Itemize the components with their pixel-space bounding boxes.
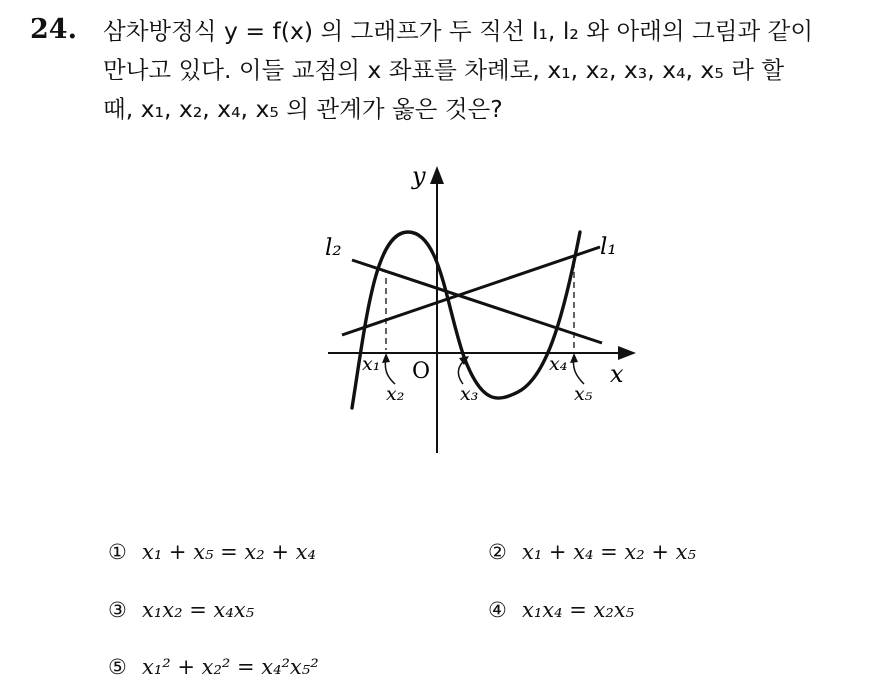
- y-axis-arrowhead: [430, 166, 444, 184]
- point-label-x1: x₁: [362, 353, 381, 375]
- point-label-x5: x₅: [574, 383, 593, 405]
- choice-5-text: x₁² + x₂² = x₄²x₅²: [142, 655, 319, 679]
- arrow-x2-head: [382, 353, 390, 363]
- choice-5[interactable]: [108, 655, 319, 679]
- axis-x-label: x: [610, 360, 624, 388]
- point-label-x3: x₃: [460, 383, 479, 405]
- choice-1[interactable]: [108, 540, 316, 564]
- question-number: 24.: [30, 14, 77, 45]
- choice-1-mark: ①: [108, 540, 127, 564]
- choice-3[interactable]: [108, 598, 254, 622]
- choice-2-mark: ②: [488, 540, 507, 564]
- choice-4[interactable]: [488, 598, 634, 622]
- choice-3-text: x₁x₂ = x₄x₅: [142, 598, 254, 622]
- choice-3-mark: ③: [108, 598, 127, 622]
- point-label-x4: x₄: [549, 353, 568, 375]
- origin-label: O: [412, 359, 431, 384]
- choice-2[interactable]: [488, 540, 696, 564]
- arrow-x5-head: [570, 353, 578, 363]
- choice-4-mark: ④: [488, 598, 507, 622]
- choice-4-text: x₁x₄ = x₂x₅: [522, 598, 634, 622]
- axis-y-label: y: [412, 162, 426, 190]
- point-label-x2: x₂: [386, 383, 405, 405]
- choice-1-text: x₁ + x₅ = x₂ + x₄: [142, 540, 316, 564]
- question-text-line-3: 때, x₁, x₂, x₄, x₅ 의 관계가 옳은 것은?: [103, 95, 503, 123]
- question-text-line-2: 만나고 있다. 이들 교점의 x 좌표를 차례로, x₁, x₂, x₃, x₄, x₅ 라 할: [103, 56, 785, 84]
- cubic-graph-figure: [300, 150, 650, 460]
- line-l1-label: l₁: [600, 234, 617, 260]
- choice-5-mark: ⑤: [108, 655, 127, 679]
- question-text-line-1: 삼차방정식 y = f(x) 의 그래프가 두 직선 l₁, l₂ 와 아래의 그림과 같이: [103, 17, 814, 45]
- line-l2-label: l₂: [325, 235, 342, 261]
- choice-2-text: x₁ + x₄ = x₂ + x₅: [522, 540, 696, 564]
- x-axis-arrowhead: [618, 346, 636, 360]
